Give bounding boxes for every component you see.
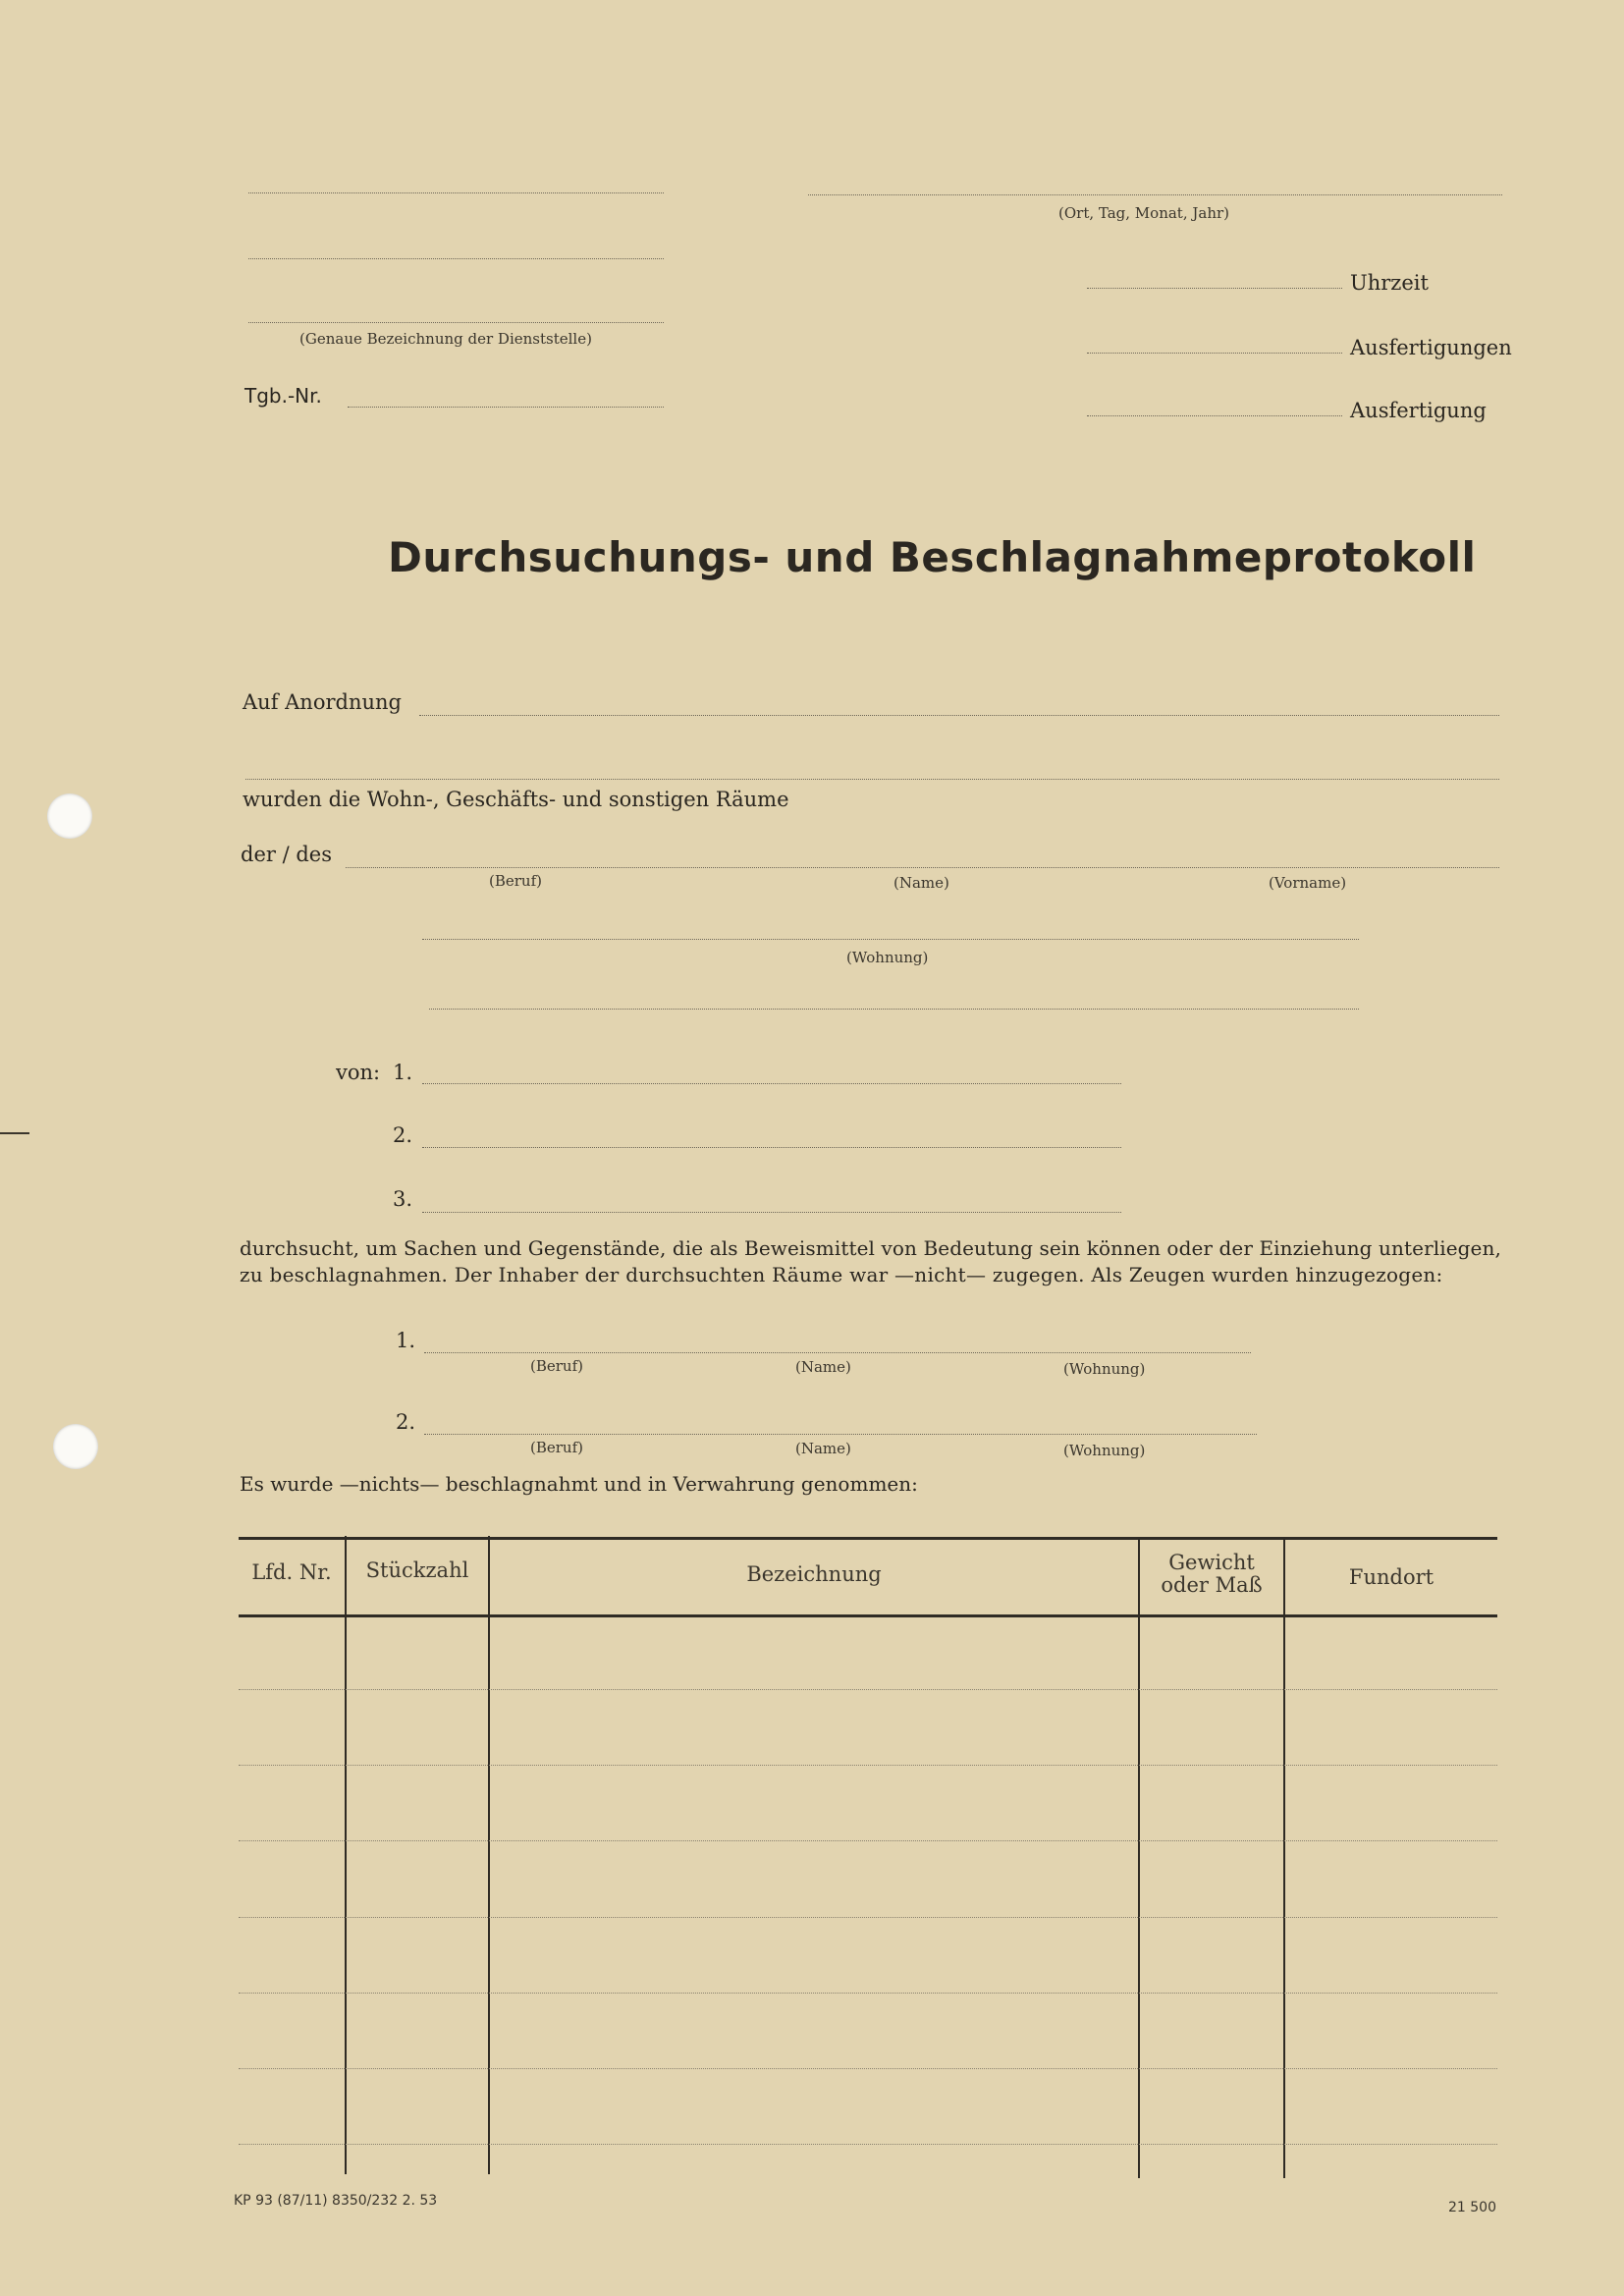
table-divider-4: [1283, 1540, 1285, 2178]
tgb-label: Tgb.-Nr.: [244, 384, 322, 408]
form-code: KP 93 (87/11) 8350/232 2. 53: [234, 2193, 438, 2209]
witness-2-caption-beruf: (Beruf): [530, 1439, 583, 1456]
address-field-1[interactable]: [422, 939, 1359, 940]
col-header-lfd-nr: Lfd. Nr.: [251, 1560, 332, 1584]
office-line-3[interactable]: [248, 322, 664, 323]
address-field-2[interactable]: [429, 1009, 1359, 1010]
copies-label: Ausfertigungen: [1350, 336, 1512, 359]
witness-1-caption-wohnung: (Wohnung): [1063, 1360, 1146, 1378]
print-run: 21 500: [1448, 2200, 1496, 2215]
witness-item-1: 1.: [396, 1329, 416, 1352]
person-caption-beruf: (Beruf): [489, 872, 542, 890]
address-caption-wohnung: (Wohnung): [846, 949, 929, 966]
punch-hole-top: [47, 793, 92, 839]
time-label: Uhrzeit: [1350, 271, 1429, 295]
order-field-1[interactable]: [419, 715, 1499, 716]
by-field-1[interactable]: [422, 1083, 1121, 1084]
person-caption-name: (Name): [893, 874, 949, 892]
by-field-2[interactable]: [422, 1147, 1121, 1148]
rooms-text: wurden die Wohn-, Geschäfts- und sonstigen Räume: [243, 788, 789, 811]
table-row[interactable]: [239, 1689, 1497, 1690]
by-item-3: 3.: [393, 1187, 413, 1211]
col-header-gewicht: Gewicht oder Maß: [1161, 1551, 1263, 1597]
table-row[interactable]: [239, 1765, 1497, 1766]
witness-field-2[interactable]: [424, 1434, 1257, 1435]
table-top-rule: [239, 1537, 1497, 1540]
table-row[interactable]: [239, 1917, 1497, 1918]
table-row[interactable]: [239, 2144, 1497, 2145]
person-caption-vorname: (Vorname): [1269, 874, 1347, 892]
by-item-2: 2.: [393, 1123, 413, 1147]
table-row[interactable]: [239, 2068, 1497, 2069]
witness-item-2: 2.: [396, 1410, 416, 1434]
searched-text-2: zu beschlagnahmen. Der Inhaber der durchsuchten Räume war —nicht— zugegen. Als Zeugen wurden hinzugezogen:: [240, 1263, 1443, 1286]
punch-hole-bottom: [53, 1424, 98, 1469]
office-caption: (Genaue Bezeichnung der Dienststelle): [299, 330, 592, 348]
witness-field-1[interactable]: [424, 1352, 1251, 1353]
place-date-field[interactable]: [808, 194, 1502, 195]
by-field-3[interactable]: [422, 1212, 1121, 1213]
by-label: von:: [336, 1061, 381, 1084]
place-date-caption: (Ort, Tag, Monat, Jahr): [1058, 204, 1230, 222]
office-line-1[interactable]: [248, 192, 664, 193]
time-field[interactable]: [1087, 288, 1342, 289]
table-row[interactable]: [239, 1840, 1497, 1841]
witness-1-caption-beruf: (Beruf): [530, 1357, 583, 1375]
witness-2-caption-name: (Name): [795, 1440, 851, 1457]
order-label: Auf Anordnung: [243, 690, 402, 714]
witness-1-caption-name: (Name): [795, 1358, 851, 1376]
col-header-stueckzahl: Stückzahl: [365, 1558, 469, 1582]
table-header-rule: [239, 1614, 1497, 1617]
table-row[interactable]: [239, 1993, 1497, 1994]
copy-label: Ausfertigung: [1350, 399, 1487, 422]
copy-field[interactable]: [1087, 415, 1342, 416]
table-divider-2: [488, 1536, 490, 2174]
col-header-bezeichnung: Bezeichnung: [746, 1562, 882, 1586]
table-divider-3: [1138, 1540, 1140, 2178]
order-field-2[interactable]: [245, 779, 1499, 780]
of-label: der / des: [241, 843, 332, 866]
seized-text: Es wurde —nichts— beschlagnahmt und in Verwahrung genommen:: [240, 1472, 918, 1496]
fold-mark: [0, 1132, 29, 1134]
tgb-field[interactable]: [348, 407, 664, 408]
table-divider-1: [345, 1536, 347, 2174]
copies-field[interactable]: [1087, 353, 1342, 354]
col-header-fundort: Fundort: [1348, 1565, 1435, 1589]
searched-text-1: durchsucht, um Sachen und Gegenstände, die als Beweismittel von Bedeutung sein können oder der Einziehung unterliegen,: [240, 1236, 1501, 1260]
by-item-1: 1.: [393, 1061, 413, 1084]
witness-2-caption-wohnung: (Wohnung): [1063, 1442, 1146, 1459]
office-line-2[interactable]: [248, 258, 664, 259]
document-title: Durchsuchungs- und Beschlagnahmeprotokoll: [388, 533, 1477, 581]
person-field[interactable]: [346, 867, 1499, 868]
